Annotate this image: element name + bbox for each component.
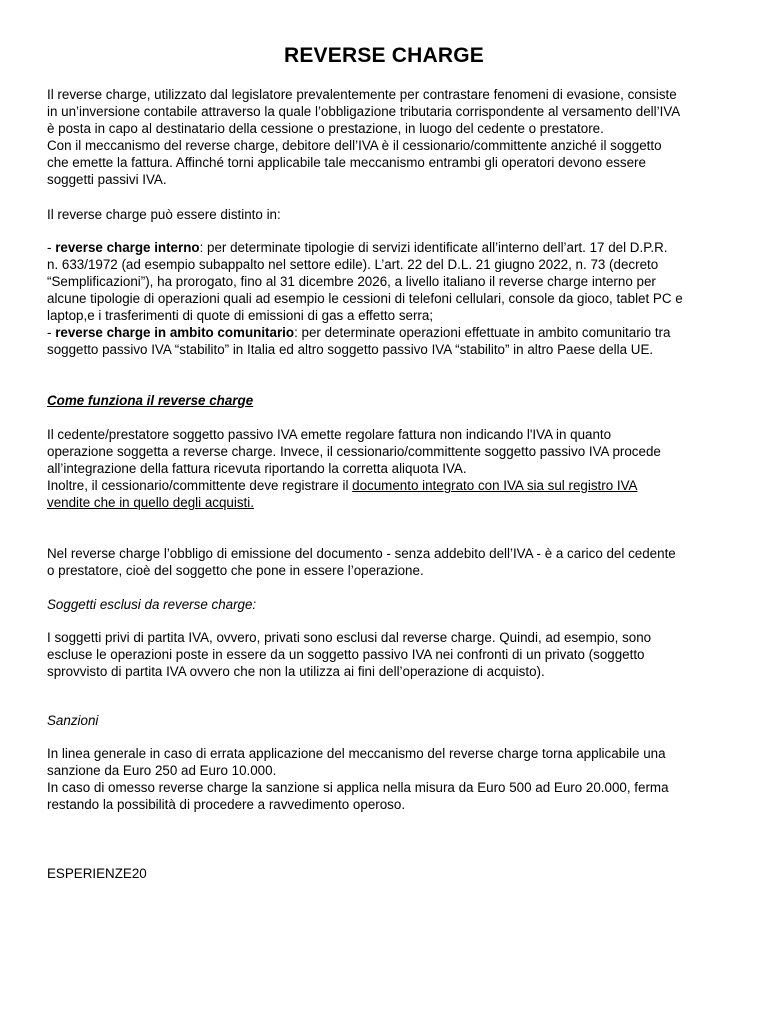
how-it-works-paragraph <box>47 426 737 511</box>
footer-signature: ESPERIENZE20 <box>47 866 147 881</box>
underlined-registration-text-1: documento integrato con IVA sia sul registro IVA <box>352 478 638 493</box>
list-item-1-text: : per determinate tipologie di servizi identificate all’interno dell’art. 17 del D.P.R. n. 633/1972 (ad esempio subappalto nel settore edile). L’art. 22 del D.L. 21 giugno 2022, n. 73 (decreto “Semplificazioni”), ha prorogato, fino al 31 dicembre 2026, a livello italiano il reverse charge interno per alcune tipologie di operazioni quali ad esempio le cessioni di telefoni cellulari, console da gioco, tablet PC e laptop,e i trasferimenti di quote di emissioni di gas a effetto serra; <box>47 240 683 323</box>
section-heading-how-it-works: Come funziona il reverse charge <box>47 393 254 408</box>
obligation-paragraph: Nel reverse charge l’obbligo di emissione del documento - senza addebito dell’IVA - è a carico del cedente o prestatore, cioè del soggetto che pone in essere l’operazione. <box>47 546 676 578</box>
how-it-works-text: Il cedente/prestatore soggetto passivo IVA emette regolare fattura non indicando l'IVA in quanto operazione soggetta a reverse charge. Invece, il cessionario/committente soggetto passivo IVA procede all’integrazione della fattura ricevuta riportando la corretta aliquota IVA. Inoltre, il cessionario/committente deve registrare il <box>47 427 661 493</box>
underlined-registration-text-2: vendite che in quello degli acquisti. <box>47 495 254 510</box>
excluded-subjects-paragraph: I soggetti privi di partita IVA, ovvero, privati sono esclusi dal reverse charge. Quindi, ad esempio, sono escluse le operazioni poste in essere da un soggetto passivo IVA nei confronti di un privato (soggetto sprovvisto di partita IVA ovvero che non la utilizza ai fini dell’operazione di acquisto). <box>47 630 652 679</box>
list-item-2-text: : per determinate operazioni effettuate in ambito comunitario tra soggetto passivo IVA “stabilito” in Italia ed altro soggetto passivo IVA “stabilito” in altro Paese della UE. <box>47 325 671 357</box>
list-item-2-prefix: - <box>47 325 56 340</box>
list-item-1-prefix: - <box>47 240 56 255</box>
section-heading-excluded-subjects: Soggetti esclusi da reverse charge: <box>47 597 257 612</box>
list-item-1-term: reverse charge interno <box>55 240 200 255</box>
section-heading-sanctions: Sanzioni <box>47 713 99 728</box>
intro-paragraph: Il reverse charge, utilizzato dal legislatore prevalentemente per contrastare fenomeni di evasione, consiste in un’inversione contabile attraverso la quale l’obbligazione tributaria corrispondente al versamento dell’IVA è posta in capo al destinatario della cessione o prestazione, in luogo del cedente o prestatore. Con il meccanismo del reverse charge, debitore dell’IVA è il cessionario/committente anziché il soggetto che emette la fattura. Affinché torni applicabile tale meccanismo entrambi gli operatori devono essere soggetti passivi IVA. <box>47 87 681 187</box>
sanctions-paragraph: In linea generale in caso di errata applicazione del meccanismo del reverse charge torna applicabile una sanzione da Euro 250 ad Euro 10.000. In caso di omesso reverse charge la sanzione si applica nella misura da Euro 500 ad Euro 20.000, ferma restando la possibilità di procedere a ravvedimento operoso. <box>47 746 669 812</box>
document-title: REVERSE CHARGE <box>283 44 484 67</box>
list-item-2-term: reverse charge in ambito comunitario <box>55 325 295 340</box>
distinction-paragraph: Il reverse charge può essere distinto in: <box>47 207 281 222</box>
reverse-charge-types-list <box>47 239 737 358</box>
